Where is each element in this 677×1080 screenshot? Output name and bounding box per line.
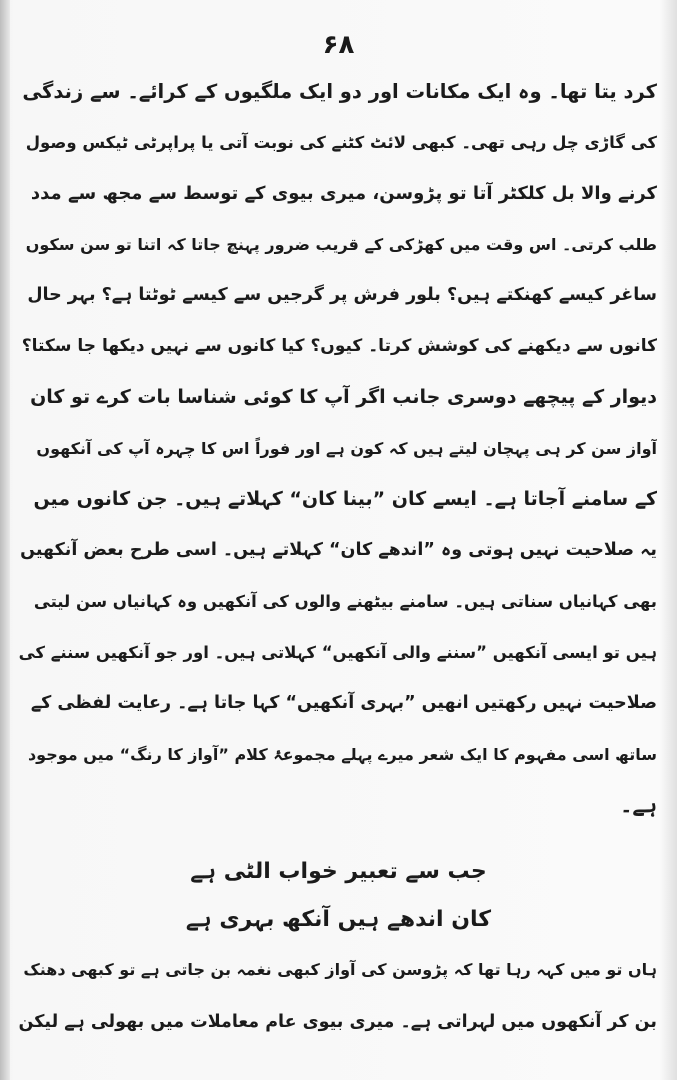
page-number: ۶۸ bbox=[322, 30, 355, 60]
text-line: آواز سن کر ہی پہچان لیتے ہیں کہ کون ہے اور فوراً اس کا چہرہ آپ کی آنکھوں bbox=[36, 439, 657, 458]
text-line: دیوار کے پیچھے دوسری جانب اگر آپ کا کوئی شناسا بات کرے تو کان bbox=[30, 386, 657, 408]
verse-line-1: جب سے تعبیر خواب الٹی ہے bbox=[190, 859, 487, 884]
text-line: صلاحیت نہیں رکھتیں انھیں ”بہری آنکھیں“ کہا جاتا ہے۔ رعایت لفظی کے bbox=[30, 693, 657, 713]
text-line: کرد یتا تھا۔ وہ ایک مکانات اور دو ایک ملگیوں کے کرائے۔ سے زندگی bbox=[22, 80, 657, 103]
text-line: ہے۔ bbox=[620, 793, 657, 817]
text-line: کرنے والا بل کلکٹر آتا تو پڑوسن، میری بیوی کے توسط سے مجھ سے مدد bbox=[30, 183, 657, 204]
text-line: کے سامنے آجاتا ہے۔ ایسے کان ”بینا کان“ کہلاتے ہیں۔ جن کانوں میں bbox=[33, 488, 657, 510]
text-line: ہیں تو ایسی آنکھیں ”سننے والی آنکھیں“ کہلاتی ہیں۔ اور جو آنکھیں سننے کی bbox=[18, 643, 657, 662]
body-paragraph bbox=[18, 66, 657, 831]
text-line: طلب کرتی۔ اس وقت میں کھڑکی کے قریب ضرور پہنچ جاتا کہ اتنا تو سن سکوں bbox=[25, 235, 657, 254]
verse-line-2: کان اندھے ہیں آنکھ بہری ہے bbox=[185, 907, 492, 932]
text-line: ساتھ اسی مفہوم کا ایک شعر میرے پہلے مجموعۂ کلام ”آواز کا رنگ“ میں موجود bbox=[27, 745, 657, 764]
text-line: بھی کہانیاں سناتی ہیں۔ سامنے بیٹھنے والوں کی آنکھیں وہ کہانیاں سن لیتی bbox=[33, 592, 657, 611]
poetry-couplet bbox=[0, 848, 677, 944]
text-line: ہاں تو میں کہہ رہا تھا کہ پڑوسن کی آواز کبھی نغمہ بن جاتی ہے تو کبھی دھنک bbox=[23, 960, 657, 979]
continuation-paragraph bbox=[18, 944, 657, 1048]
text-line: کی گاڑی چل رہی تھی۔ کبھی لائٹ کٹنے کی نوبت آتی یا پراپرٹی ٹیکس وصول bbox=[25, 133, 657, 152]
text-line: یہ صلاحیت نہیں ہوتی وہ ”اندھے کان“ کہلاتے ہیں۔ اسی طرح بعض آنکھیں bbox=[20, 540, 657, 560]
text-line: بن کر آنکھوں میں لہراتی ہے۔ میری بیوی عام معاملات میں بھولی ہے لیکن bbox=[18, 1012, 657, 1032]
text-line: کانوں سے دیکھنے کی کوشش کرتا۔ کیوں؟ کیا کانوں سے نہیں دیکھا جا سکتا؟ bbox=[21, 336, 657, 356]
text-line: ساغر کیسے کھنکتے ہیں؟ بلور فرش پر گرجیں سے کیسے ٹوٹتا ہے؟ بہر حال bbox=[27, 285, 657, 305]
